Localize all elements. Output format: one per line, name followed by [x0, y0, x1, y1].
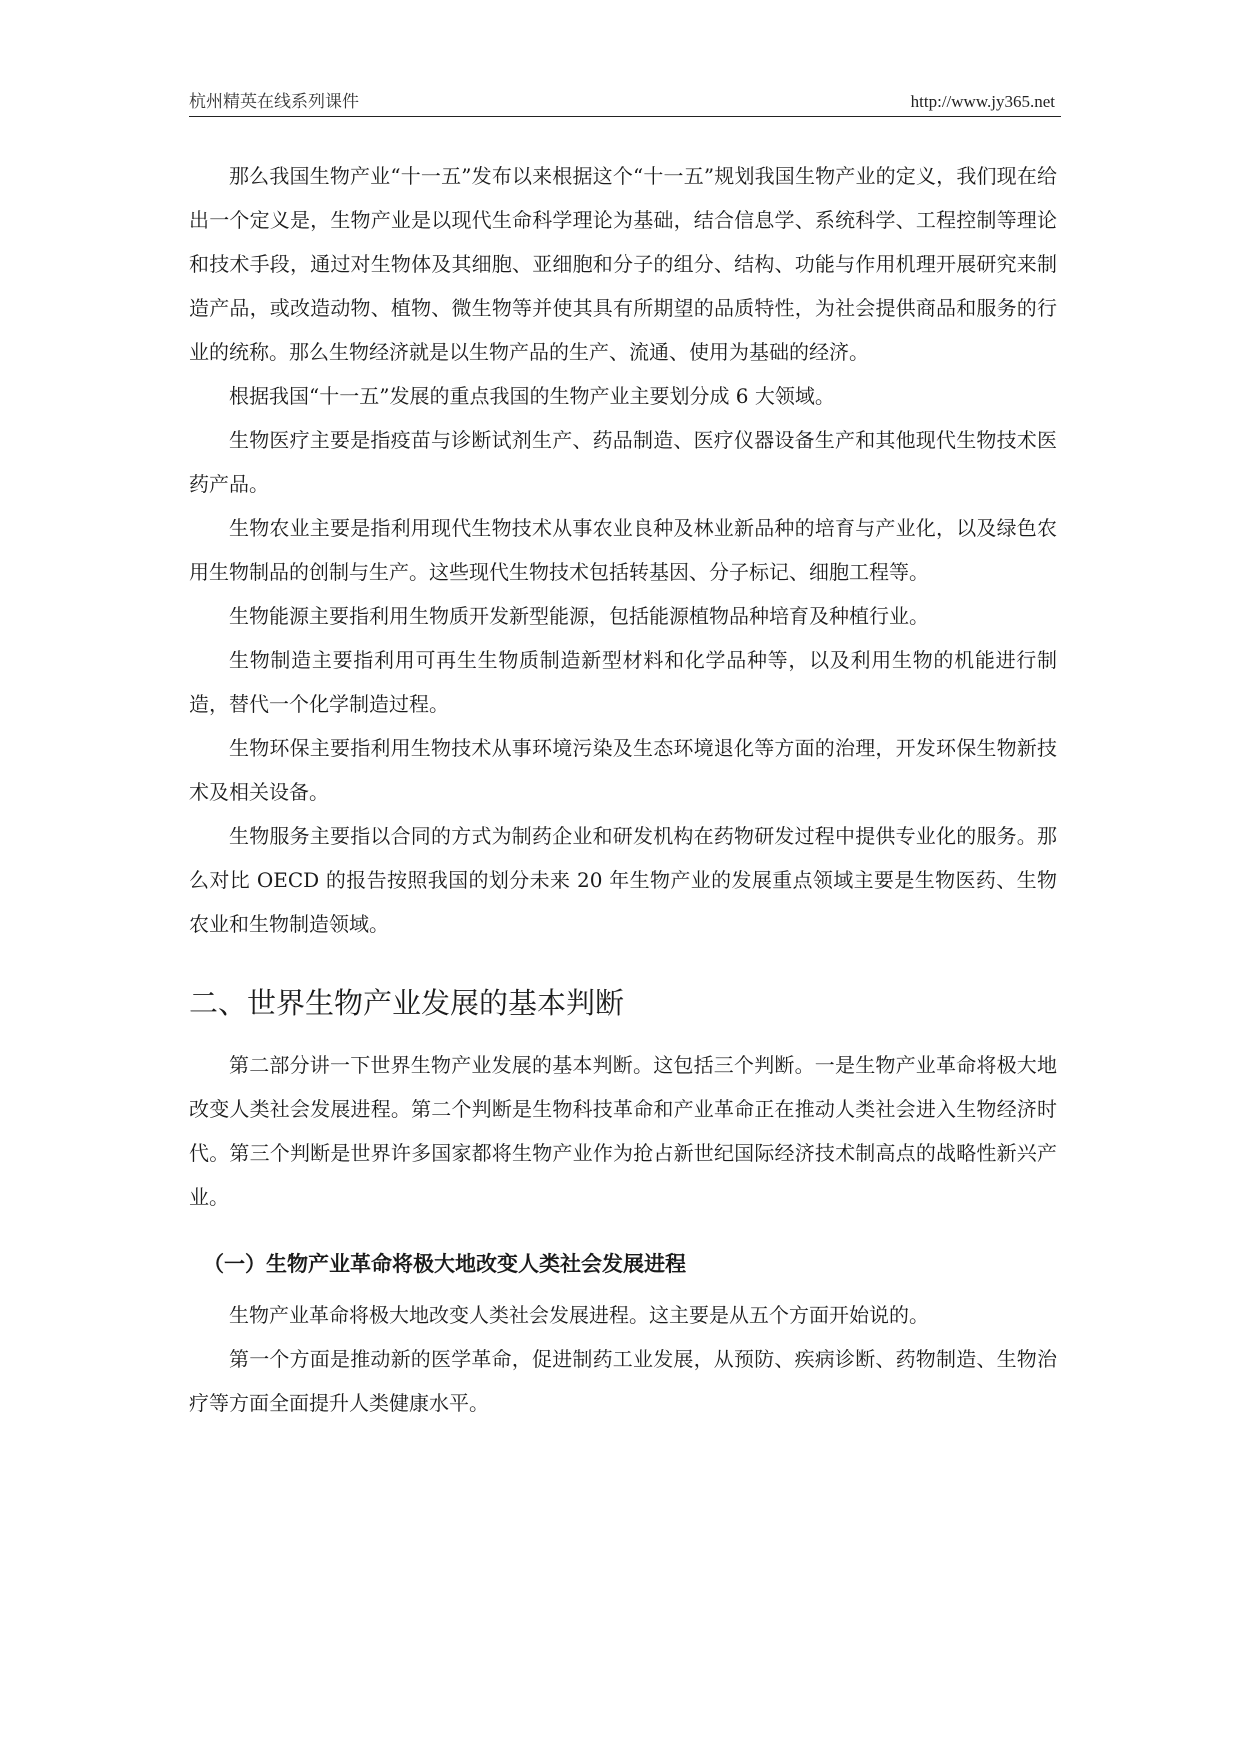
- section-heading: 二、世界生物产业发展的基本判断: [189, 986, 625, 1020]
- paragraph-first-aspect: 第一个方面是推动新的医学革命，促进制药工业发展，从预防、疾病诊断、药物制造、生物治疗等方面全面提升人类健康水平。: [189, 1347, 1057, 1415]
- paragraph-bio-medical: 生物医疗主要是指疫苗与诊断试剂生产、药品制造、医疗仪器设备生产和其他现代生物技术医药产品。: [189, 428, 1057, 496]
- header-url: http://www.jy365.net: [910, 92, 1055, 111]
- paragraph-bio-services: 生物服务主要指以合同的方式为制药企业和研发机构在药物研发过程中提供专业化的服务。那么对比 OECD 的报告按照我国的划分未来 20 年生物产业的发展重点领域主要是生物医药、生物农业和生物制造领域。: [189, 824, 1057, 936]
- page-header: [189, 86, 1061, 117]
- document-body: [189, 154, 1057, 1425]
- subsection-heading: （一）生物产业革命将极大地改变人类社会发展进程: [203, 1252, 686, 1276]
- paragraph-bio-manufacturing: 生物制造主要指利用可再生生物质制造新型材料和化学品种等，以及利用生物的机能进行制造，替代一个化学制造过程。: [189, 648, 1057, 716]
- paragraph-bio-environment: 生物环保主要指利用生物技术从事环境污染及生态环境退化等方面的治理，开发环保生物新技术及相关设备。: [189, 736, 1057, 804]
- paragraph-six-fields: 根据我国“十一五”发展的重点我国的生物产业主要划分成 6 大领域。: [229, 384, 835, 408]
- paragraph-subsection-intro: 生物产业革命将极大地改变人类社会发展进程。这主要是从五个方面开始说的。: [229, 1303, 929, 1327]
- paragraph-definition: 那么我国生物产业“十一五”发布以来根据这个“十一五”规划我国生物产业的定义，我们现在给出一个定义是，生物产业是以现代生命科学理论为基础，结合信息学、系统科学、工程控制等理论和技术手段，通过对生物体及其细胞、亚细胞和分子的组分、结构、功能与作用机理开展研究来制造产品，或改造动物、植物、微生物等并使其具有所期望的品质特性，为社会提供商品和服务的行业的统称。那么生物经济就是以生物产品的生产、流通、使用为基础的经济。: [189, 164, 1057, 364]
- paragraph-bio-agriculture: 生物农业主要是指利用现代生物技术从事农业良种及林业新品种的培育与产业化，以及绿色农用生物制品的创制与生产。这些现代生物技术包括转基因、分子标记、细胞工程等。: [189, 516, 1057, 584]
- header-course-title: 杭州精英在线系列课件: [189, 92, 359, 112]
- paragraph-bio-energy: 生物能源主要指利用生物质开发新型能源，包括能源植物品种培育及种植行业。: [229, 604, 929, 628]
- paragraph-section2-intro: 第二部分讲一下世界生物产业发展的基本判断。这包括三个判断。一是生物产业革命将极大地改变人类社会发展进程。第二个判断是生物科技革命和产业革命正在推动人类社会进入生物经济时代。第三个判断是世界许多国家都将生物产业作为抢占新世纪国际经济技术制高点的战略性新兴产业。: [189, 1053, 1057, 1209]
